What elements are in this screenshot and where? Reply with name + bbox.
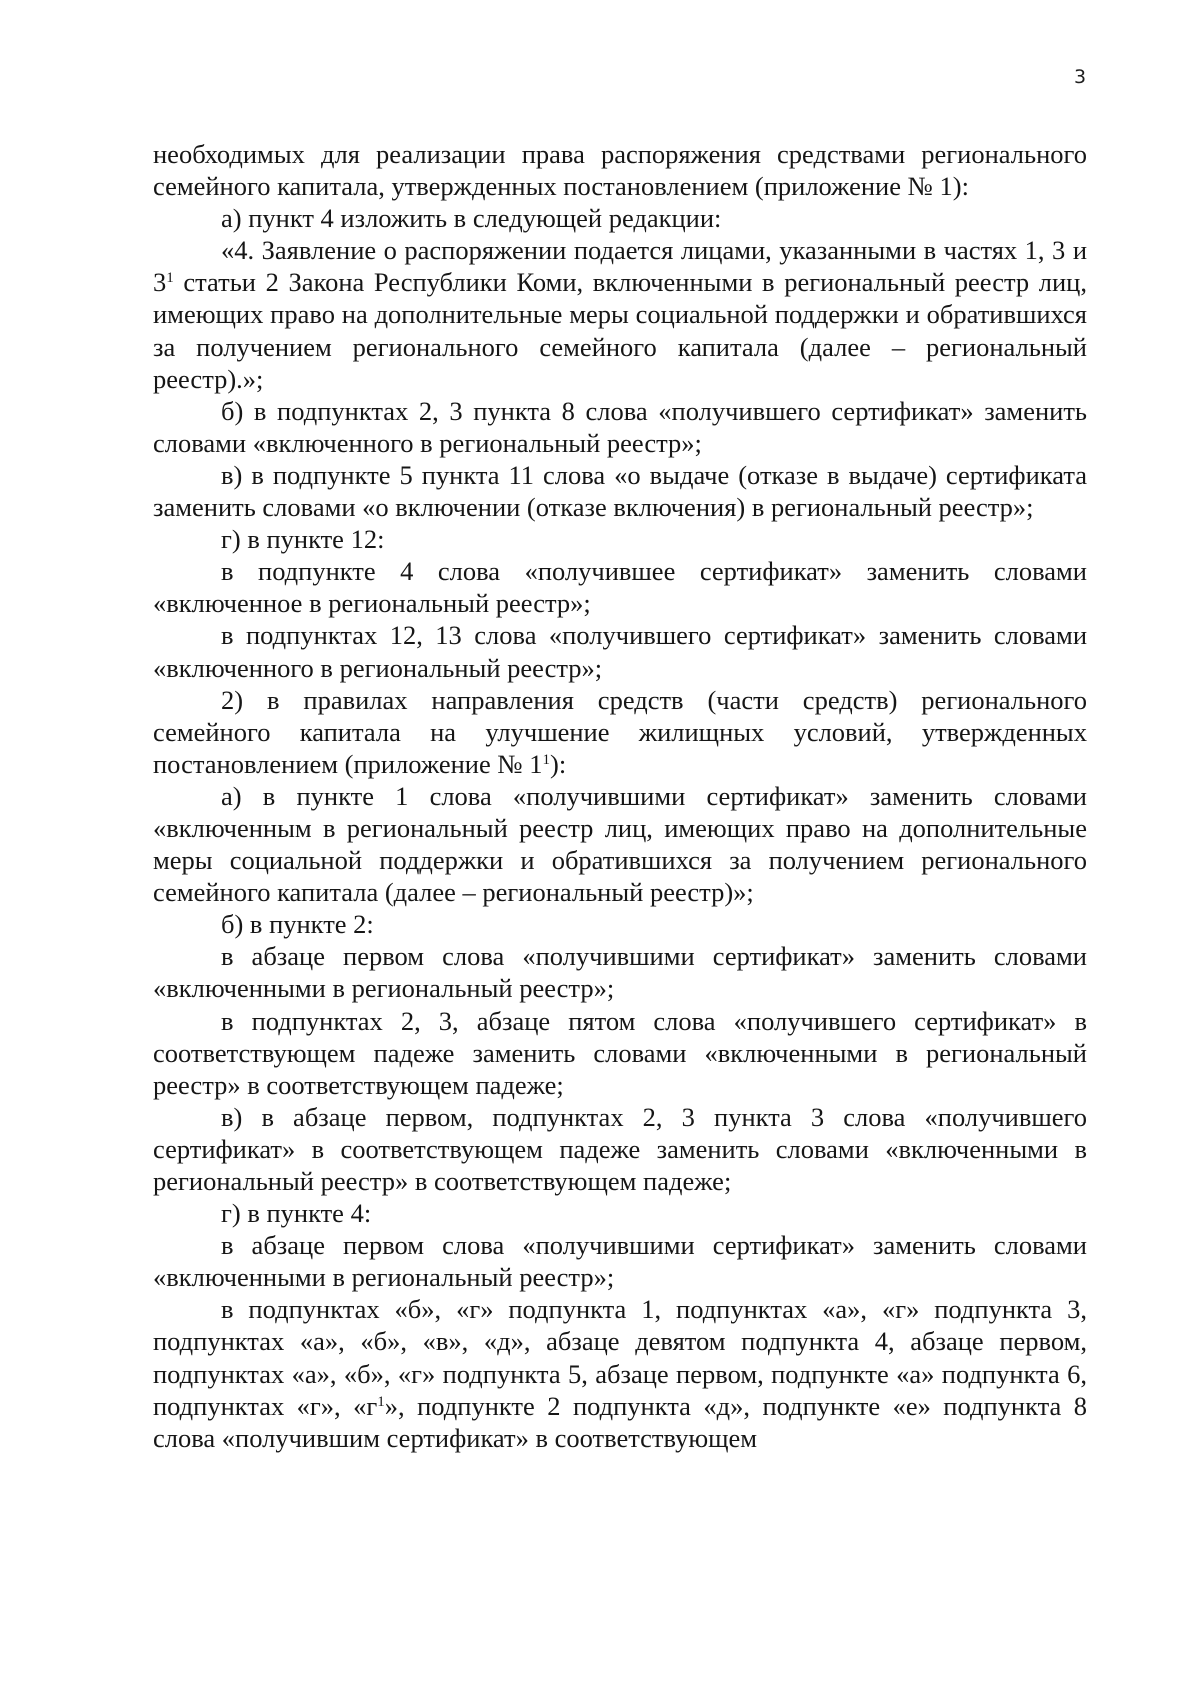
paragraph-text: в абзаце первом слова «получившими сертификат» заменить словами «включенными в региональный реестр»;	[153, 941, 1087, 1004]
paragraph-a-punkt4	[153, 202, 1087, 234]
paragraph-v-punkt11	[153, 459, 1087, 523]
paragraph-text: г) в пункте 12:	[221, 524, 385, 555]
paragraph-g-punkt12	[153, 523, 1087, 555]
paragraph-podpunktah-list	[153, 1293, 1087, 1453]
paragraph-text: а) в пункте 1 слова «получившими сертификат» заменить словами «включенным в региональный реестр лиц, имеющих право на дополнительные меры социальной поддержки и обратившихся за получением регионального семейного капитала (далее – региональный реестр)»;	[153, 780, 1087, 908]
paragraph-text: в) в подпункте 5 пункта 11 слова «о выдаче (отказе в выдаче) сертификата заменить словами «о включении (отказе включения) в региональный реестр»;	[153, 459, 1087, 523]
paragraph-quote-4	[153, 234, 1087, 394]
paragraph-text: 2) в правилах направления средств (части средств) регионального семейного капитала на улучшение жилищных условий, утвержденных постановлением (приложение № 1	[153, 684, 1087, 779]
paragraph-text: в подпунктах «б», «г» подпункта 1, подпунктах «а», «г» подпункта 3, подпунктах «а», «б», «в», «д», абзаце девятом подпункта 4, абзаце первом, подпунктах «а», «б», «г» подпункта 5, абзаце первом, подпункте «а» подпункта 6, подпунктах «г», «г	[153, 1294, 1087, 1421]
paragraph-2-pravila	[153, 684, 1087, 780]
paragraph-text: в подпункте 4 слова «получившее сертификат» заменить словами «включенное в региональный реестр»;	[153, 556, 1087, 619]
superscript: 1	[377, 1393, 385, 1410]
paragraph-text: в подпунктах 12, 13 слова «получившего сертификат» заменить словами «включенного в региональный реестр»;	[153, 620, 1087, 683]
paragraph-v-punkt3	[153, 1101, 1087, 1197]
paragraph-b-punkt8	[153, 395, 1087, 459]
paragraph-continuation	[153, 138, 1087, 202]
paragraph-text: б) в подпунктах 2, 3 пункта 8 слова «получившего сертификат» заменить словами «включенного в региональный реестр»;	[153, 395, 1087, 458]
paragraph-abzac1-p2	[153, 940, 1087, 1004]
document-body	[153, 138, 1087, 1454]
paragraph-podp4	[153, 555, 1087, 619]
paragraph-text: а) пункт 4 изложить в следующей редакции:	[221, 203, 722, 234]
paragraph-text: », подпункте 2 подпункта «д», подпункте «е» подпункта 8 слова «получившим сертификат» в соответствующем	[153, 1390, 1087, 1453]
paragraph-a-punkt1	[153, 780, 1087, 908]
paragraph-text: необходимых для реализации права распоряжения средствами регионального семейного капитала, утвержденных постановлением (приложение № 1):	[153, 139, 1087, 202]
paragraph-text: ):	[550, 748, 567, 779]
superscript: 1	[166, 270, 174, 287]
paragraph-b-punkt2	[153, 908, 1087, 940]
paragraph-text: статьи 2 Закона Республики Коми, включенными в региональный реестр лиц, имеющих право на дополнительные меры социальной поддержки и обратившихся за получением регионального семейного капитала (далее – региональный реестр).»;	[153, 267, 1087, 394]
paragraph-g-punkt4	[153, 1197, 1087, 1229]
paragraph-text: г) в пункте 4:	[221, 1198, 372, 1229]
paragraph-abzac1-p4	[153, 1229, 1087, 1293]
paragraph-text: «4. Заявление о распоряжении подается лицами, указанными в частях 1, 3 и 3	[153, 235, 1087, 298]
paragraph-podp12-13	[153, 619, 1087, 683]
paragraph-text: б) в пункте 2:	[221, 909, 374, 940]
page-number: 3	[1074, 66, 1087, 88]
paragraph-text: в) в абзаце первом, подпунктах 2, 3 пункта 3 слова «получившего сертификат» в соответствующем падеже заменить словами «включенными в региональный реестр» в соответствующем падеже;	[153, 1101, 1087, 1196]
superscript: 1	[542, 751, 551, 768]
paragraph-podp2-3-abzac5	[153, 1005, 1087, 1101]
paragraph-text: в подпунктах 2, 3, абзаце пятом слова «получившего сертификат» в соответствующем падеже заменить словами «включенными в региональный реестр» в соответствующем падеже;	[153, 1005, 1087, 1100]
paragraph-text: в абзаце первом слова «получившими сертификат» заменить словами «включенными в региональный реестр»;	[153, 1230, 1087, 1293]
